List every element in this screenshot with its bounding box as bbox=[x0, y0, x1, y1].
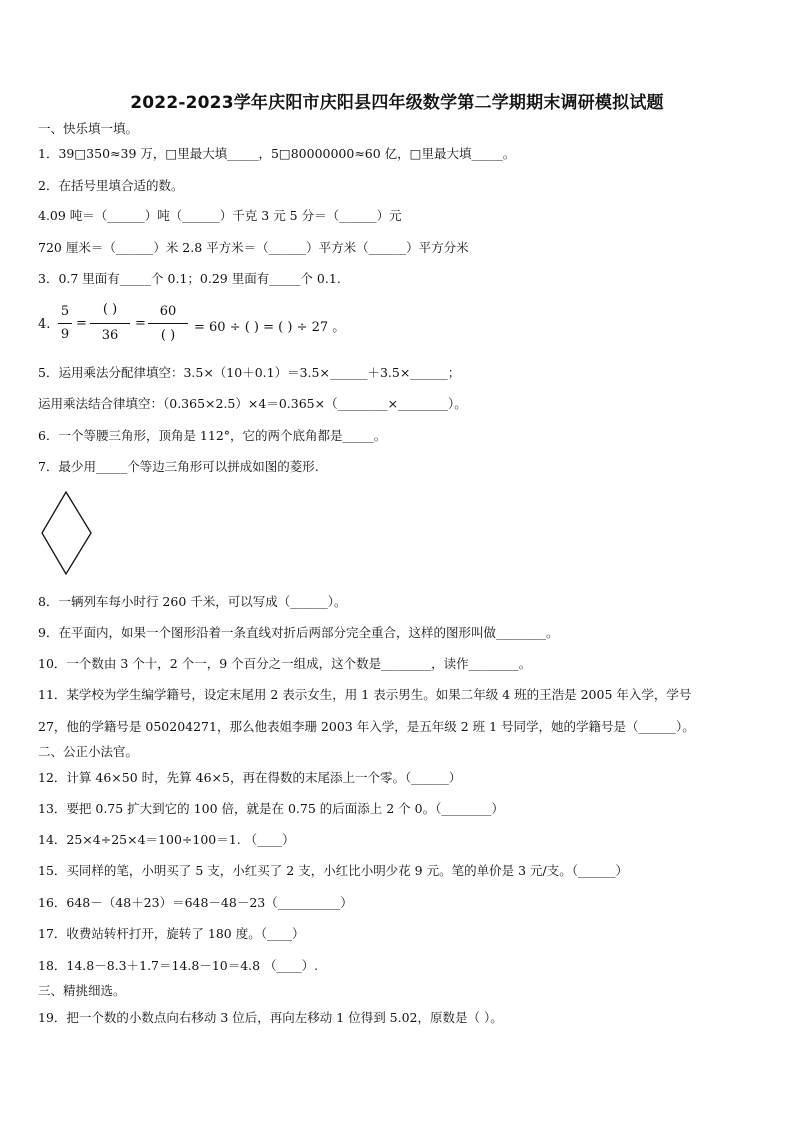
question-13: 13．要把 0.75 扩大到它的 100 倍，就是在 0.75 的后面添上 2 个 0。（________） bbox=[38, 801, 504, 816]
question-16: 16．648－（48＋23）＝648－48－23（__________） bbox=[38, 895, 353, 910]
question-9: 9．在平面内，如果一个图形沿着一条直线对折后两部分完全重合，这样的图形叫做________。 bbox=[38, 625, 559, 640]
question-14: 14．25×4÷25×4＝100÷100＝1. （____） bbox=[38, 832, 295, 847]
question-1: 1．39□350≈39 万，□里最大填_____，5□80000000≈60 亿，□里最大填_____。 bbox=[38, 146, 516, 161]
q4-numerator-2: ( ) bbox=[102, 302, 118, 317]
question-3: 3．0.7 里面有_____个 0.1；0.29 里面有_____个 0.1. bbox=[38, 271, 341, 286]
question-7: 7．最少用_____个等边三角形可以拼成如图的菱形. bbox=[38, 459, 319, 474]
q4-denominator-1: 9 bbox=[60, 327, 70, 342]
section-heading: 三、精挑细选。 bbox=[38, 983, 126, 998]
fraction-bar bbox=[58, 323, 72, 324]
question-5: 5．运用乘法分配律填空：3.5×（10＋0.1）＝3.5×______＋3.5×______； bbox=[38, 365, 461, 380]
q4-numerator-1: 5 bbox=[60, 304, 70, 319]
question-17: 17．收费站转杆打开，旋转了 180 度。（____） bbox=[38, 926, 305, 941]
equals-sign: = bbox=[135, 316, 146, 331]
q4-label: 4. bbox=[38, 317, 51, 332]
section-heading: 二、公正小法官。 bbox=[38, 744, 139, 759]
question-2-line-1: 4.09 吨＝（______）吨（______）千克 3 元 5 分＝（______）元 bbox=[38, 208, 402, 223]
question-6: 6．一个等腰三角形，顶角是 112°，它的两个底角都是_____。 bbox=[38, 428, 387, 443]
question-19: 19．把一个数的小数点向右移动 3 位后，再向左移动 1 位得到 5.02，原数是（ ）。 bbox=[38, 1010, 503, 1025]
question-10: 10．一个数由 3 个十，2 个一，9 个百分之一组成，这个数是________，读作________。 bbox=[38, 656, 532, 671]
q4-tail: = 60 ÷ ( ) = ( ) ÷ 27 。 bbox=[194, 320, 346, 335]
q4-denominator-2: 36 bbox=[101, 328, 119, 343]
question-2-line-2: 720 厘米＝（______）米 2.8 平方米＝（______）平方米（______）平方分米 bbox=[38, 240, 469, 255]
fraction-bar bbox=[148, 323, 188, 324]
question-12: 12．计算 46×50 时，先算 46×5，再在得数的末尾添上一个零。（______） bbox=[38, 770, 462, 785]
section-heading: 一、快乐填一填。 bbox=[38, 121, 139, 136]
question-2: 2．在括号里填合适的数。 bbox=[38, 178, 184, 193]
rhombus-figure bbox=[40, 490, 96, 576]
equals-sign: = bbox=[76, 316, 87, 331]
q4-numerator-3: 60 bbox=[159, 304, 177, 319]
question-5-line-2: 运用乘法结合律填空：（0.365×2.5）×4＝0.365×（________×________）。 bbox=[38, 396, 467, 411]
question-18: 18．14.8－8.3＋1.7＝14.8－10＝4.8 （____）. bbox=[38, 958, 319, 973]
question-15: 15．买同样的笔，小明买了 5 支，小红买了 2 支，小红比小明少花 9 元。笔的单价是 3 元/支。（______） bbox=[38, 863, 628, 878]
fraction-bar bbox=[90, 323, 130, 324]
question-4 bbox=[38, 300, 558, 350]
question-8: 8．一辆列车每小时行 260 千米，可以写成（______）。 bbox=[38, 594, 347, 609]
page-title: 2022-2023学年庆阳市庆阳县四年级数学第二学期期末调研模拟试题 bbox=[130, 93, 664, 113]
question-11: 11．某学校为学生编学籍号，设定末尾用 2 表示女生，用 1 表示男生。如果二年级 4 班的王浩是 2005 年入学，学号 bbox=[38, 687, 692, 702]
question-11-line-2: 27，他的学籍号是 050204271，那么他表姐李珊 2003 年入学，是五年级 2 班 1 号同学，她的学籍号是（______）。 bbox=[38, 719, 695, 734]
q4-denominator-3: ( ) bbox=[160, 328, 176, 343]
